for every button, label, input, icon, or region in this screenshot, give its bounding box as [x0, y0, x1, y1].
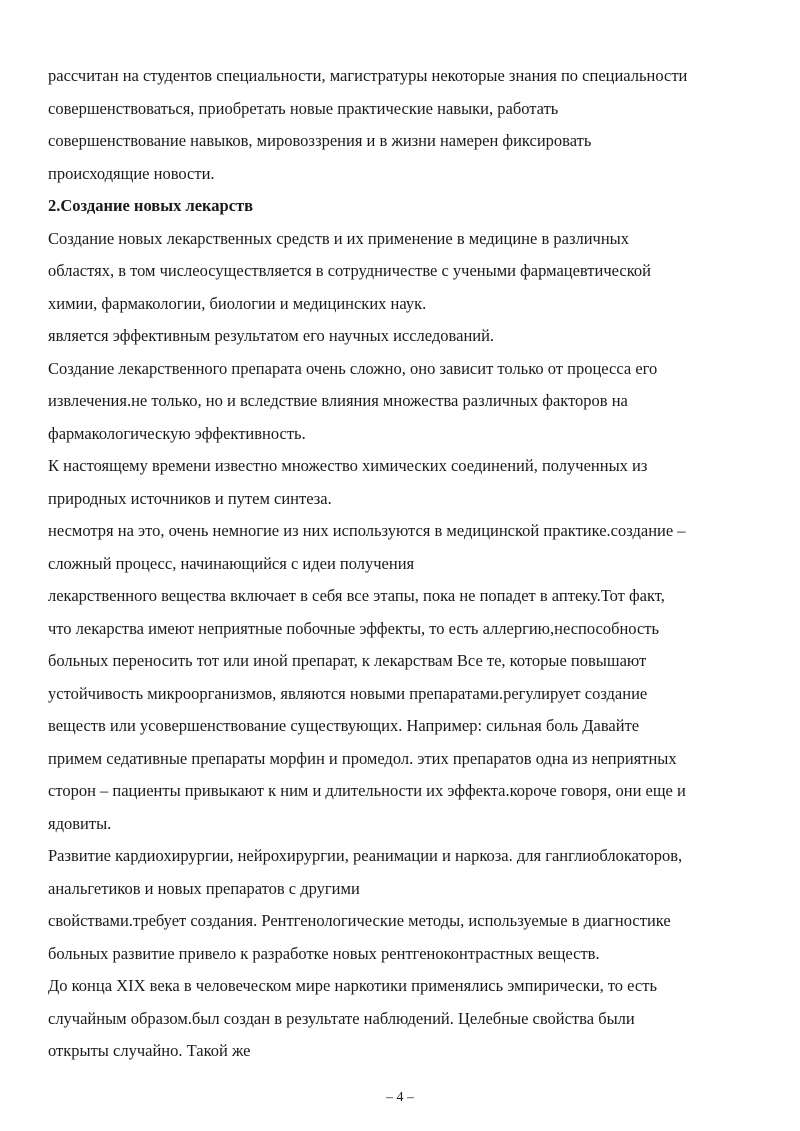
body-text	[48, 60, 788, 1068]
text-line: сторон – пациенты привыкают к ним и длительности их эффекта.короче говоря, они еще и	[48, 781, 686, 800]
text-line: химии, фармакологии, биологии и медицинских наук.	[48, 293, 427, 313]
text-line: примем седативные препараты морфин и промедол. этих препаратов одна из неприятных	[48, 748, 677, 768]
section-heading: 2.Создание новых лекарств	[48, 196, 254, 215]
text-line: областях, в том числеосуществляется в сотрудничестве с учеными фармацевтической	[48, 261, 651, 280]
text-line: происходящие новости.	[48, 163, 215, 183]
text-line: что лекарства имеют неприятные побочные эффекты, то есть аллергию,неспособность	[48, 618, 660, 638]
text-line: сложный процесс, начинающийся с идеи получения	[48, 553, 415, 573]
text-line: фармакологическую эффективность.	[48, 423, 306, 443]
text-line: совершенствоваться, приобретать новые практические навыки, работать	[48, 98, 559, 118]
text-line: лекарственного вещества включает в себя все этапы, пока не попадет в аптеку.Тот факт,	[48, 586, 665, 605]
text-line: Развитие кардиохирургии, нейрохирургии, реанимации и наркоза. для ганглиоблокаторов,	[48, 846, 683, 865]
text-line: Создание лекарственного препарата очень сложно, оно зависит только от процесса его	[48, 358, 658, 378]
text-line: ядовиты.	[48, 813, 112, 833]
text-line: природных источников и путем синтеза.	[48, 488, 332, 508]
text-line: устойчивость микроорганизмов, являются новыми препаратами.регулирует создание	[48, 683, 648, 703]
text-line: До конца XIX века в человеческом мире наркотики применялись эмпирически, то есть	[48, 976, 657, 995]
text-line: больных переносить тот или иной препарат, к лекарствам Все те, которые повышают	[48, 651, 647, 670]
text-line: рассчитан на студентов специальности, магистратуры некоторые знания по специальности	[48, 66, 688, 85]
text-line: открыты случайно. Такой же	[48, 1041, 251, 1060]
text-line: анальгетиков и новых препаратов с другими	[48, 878, 360, 898]
text-line: несмотря на это, очень немногие из них используются в медицинской практике.создание –	[48, 521, 686, 540]
text-line: совершенствование навыков, мировоззрения и в жизни намерен фиксировать	[48, 131, 592, 150]
page-number: – 4 –	[386, 1090, 414, 1105]
text-line: больных развитие привело к разработке новых рентгеноконтрастных веществ.	[48, 943, 600, 963]
text-line: извлечения.не только, но и вследствие влияния множества различных факторов на	[48, 391, 628, 410]
text-line: свойствами.требует создания. Рентгенологические методы, используемые в диагностике	[48, 911, 671, 930]
text-line: является эффективным результатом его научных исследований.	[48, 326, 495, 345]
text-line: случайным образом.был создан в результате наблюдений. Целебные свойства были	[48, 1008, 635, 1028]
text-line: веществ или усовершенствование существующих. Например: сильная боль Давайте	[48, 716, 640, 735]
text-line: К настоящему времени известно множество химических соединений, полученных из	[48, 456, 648, 475]
text-line: Создание новых лекарственных средств и их применение в медицине в различных	[48, 228, 629, 248]
